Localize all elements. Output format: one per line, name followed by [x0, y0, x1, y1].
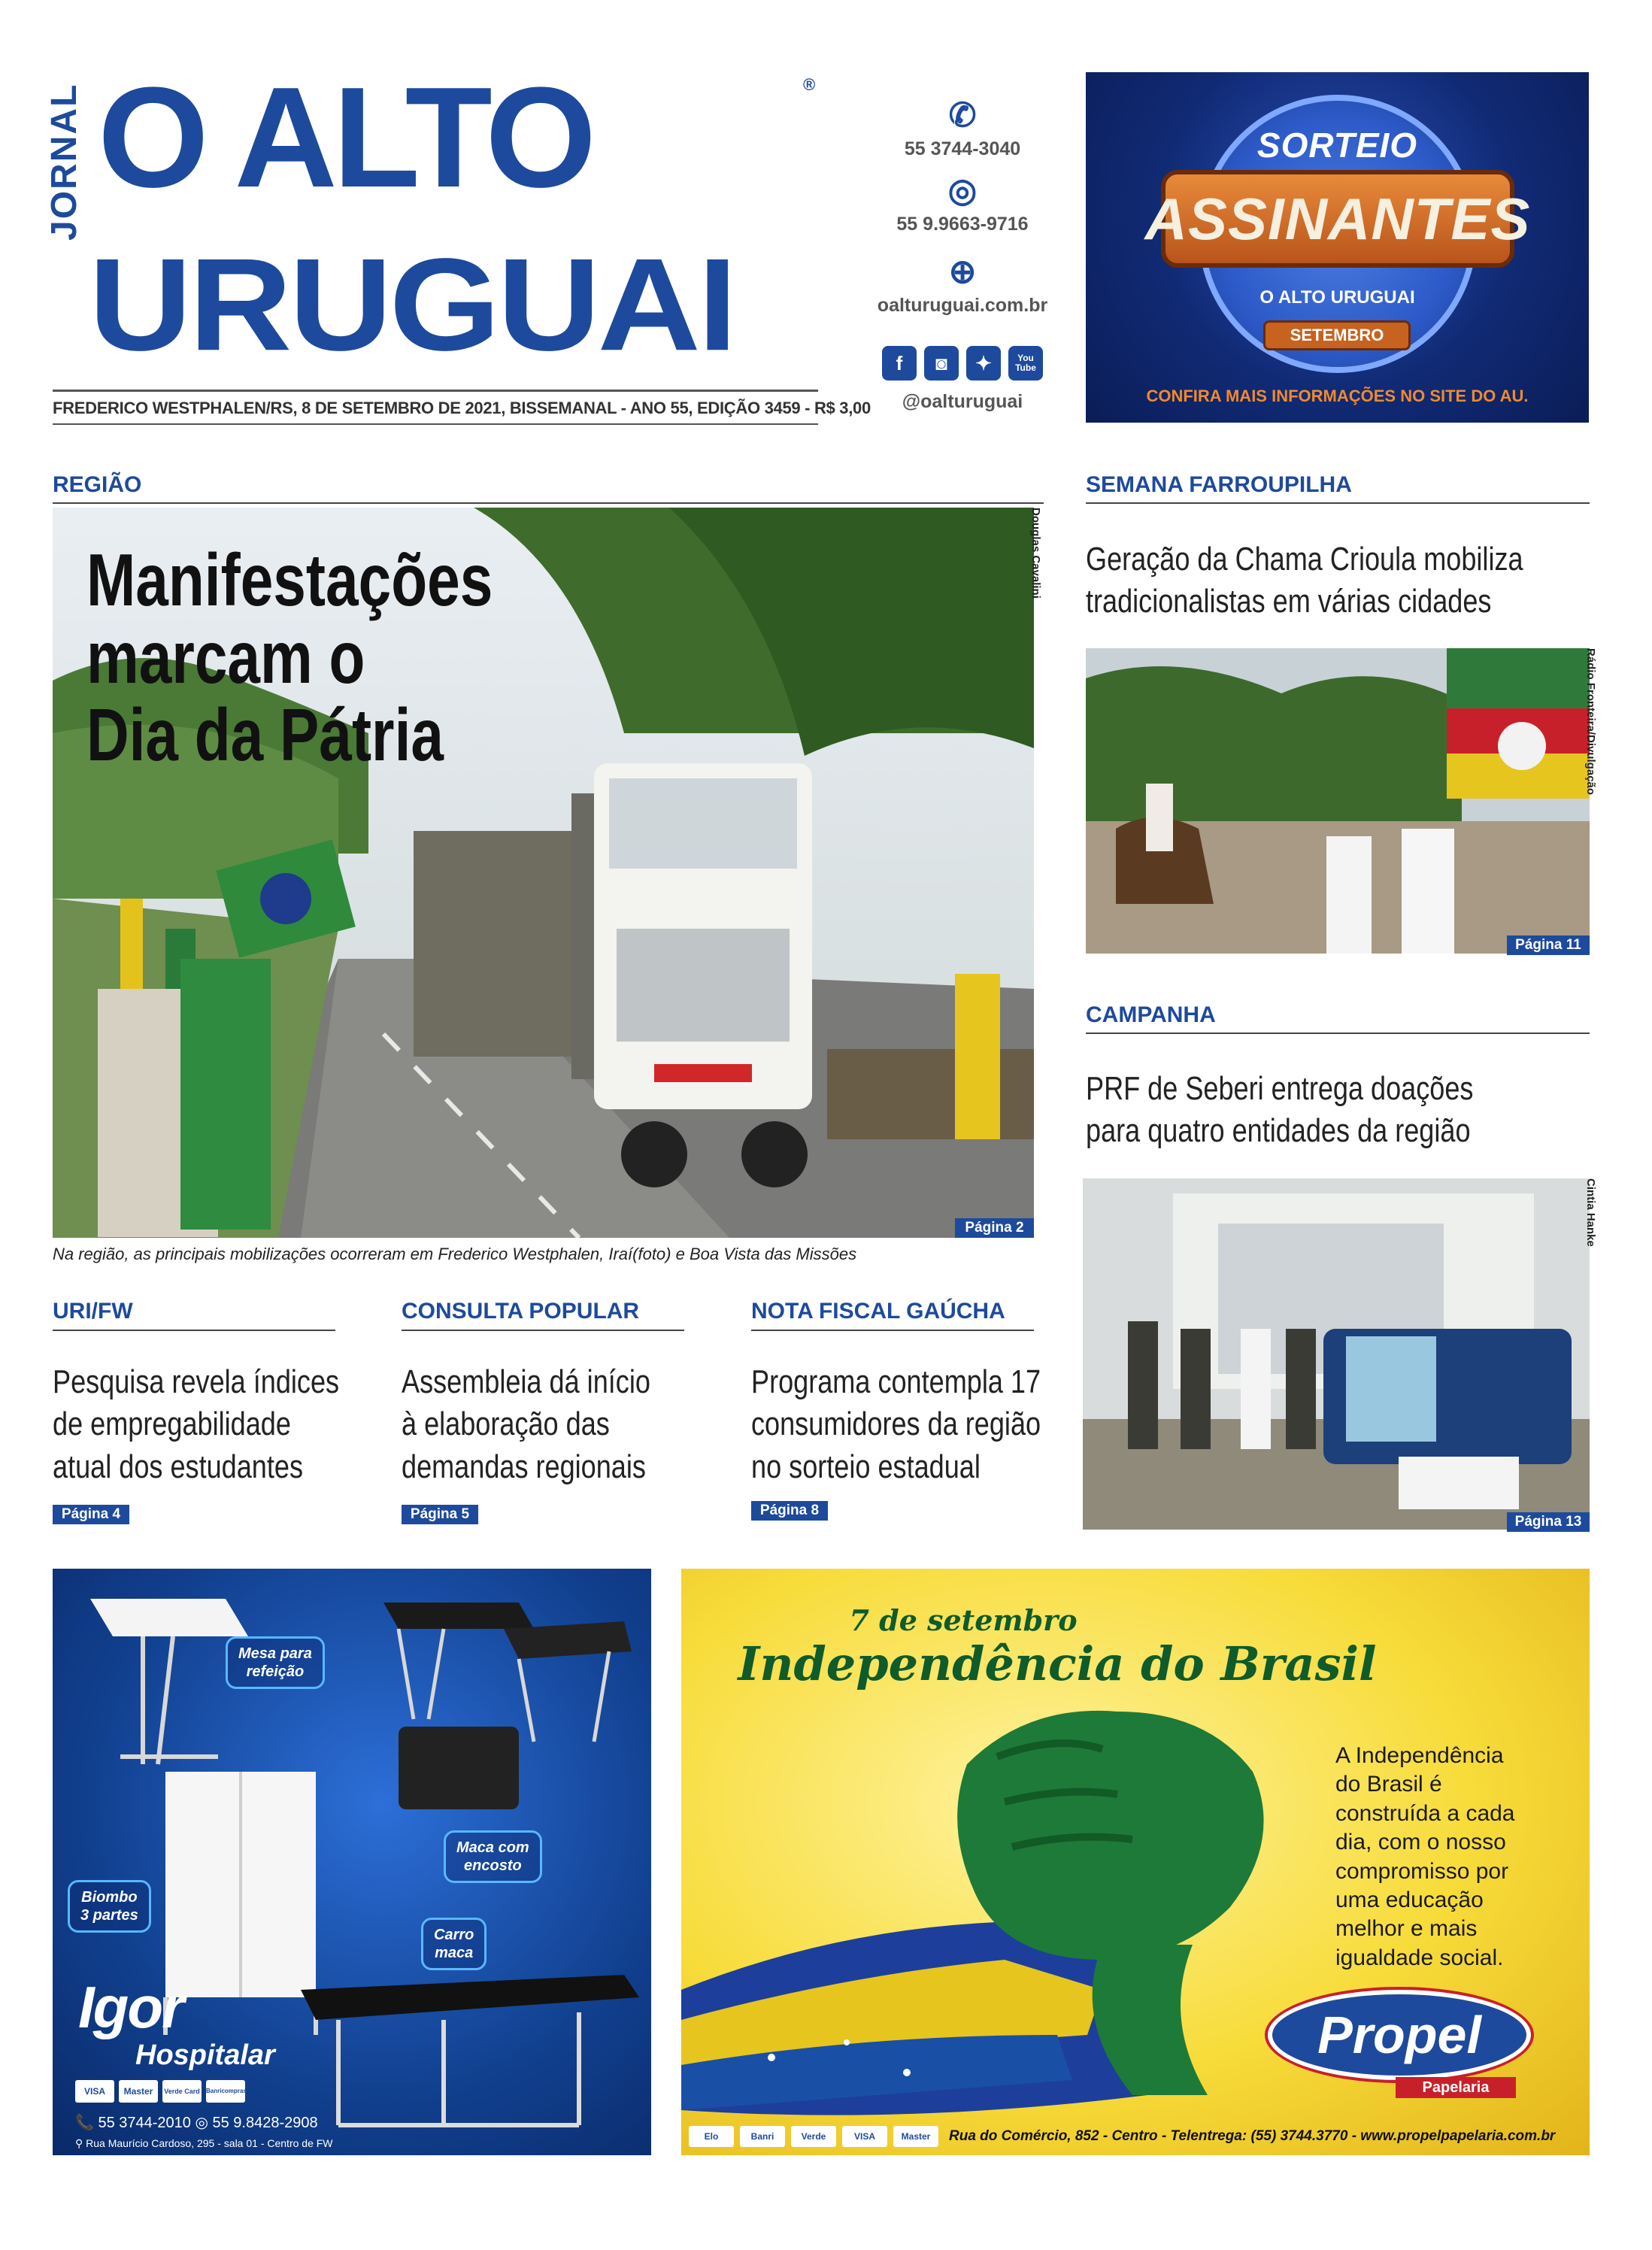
main-page-tag[interactable]: Página 2	[955, 1218, 1034, 1238]
youtube-icon[interactable]: You Tube	[1008, 346, 1043, 381]
ad-igor-bubble-biombo	[68, 1880, 151, 1933]
twitter-icon[interactable]: ✦	[966, 346, 1001, 381]
jornal-label: JORNAL	[44, 83, 84, 241]
site-url[interactable]: oalturuguai.com.br	[877, 295, 1048, 316]
ad-propel-footer	[681, 2118, 1590, 2155]
campanha-headline	[1086, 1068, 1473, 1153]
bubble-carro-line1: Carro	[434, 1927, 474, 1943]
section-label-nota-fiscal: NOTA FISCAL GAÚCHA	[751, 1299, 1005, 1324]
visa-icon: VISA	[75, 2080, 114, 2103]
section-rule-campanha	[1086, 1033, 1590, 1034]
farroupilha-photo-credit: Rádio Fronteira/Divulgação	[1584, 648, 1597, 796]
ad-sorteio-assinantes[interactable]	[1086, 72, 1589, 423]
ad-igor-logo-sub: Hospitalar	[135, 2039, 275, 2071]
ad-propel-text-line2: do Brasil é	[1335, 1772, 1442, 1797]
brief-uri-headline	[53, 1361, 339, 1488]
brief-consulta-line2: à elaboração das	[402, 1405, 610, 1443]
bubble-carro-line2: maca	[435, 1945, 474, 1961]
ad-sorteio-line1: SORTEIO	[1256, 126, 1418, 165]
facebook-icon[interactable]: f	[882, 346, 917, 381]
ad-igor-hospitalar[interactable]	[53, 1569, 651, 2155]
ad-igor-phones: 📞 55 3744-2010 ◎ 55 9.8428-2908	[75, 2115, 318, 2131]
section-label-farroupilha: SEMANA FARROUPILHA	[1086, 472, 1352, 497]
bubble-biombo-line2: 3 partes	[80, 1907, 138, 1924]
mastercard-icon: Master	[893, 2126, 938, 2147]
banricompras-icon: Banricompras	[206, 2080, 245, 2103]
ad-sorteio-line2: ASSINANTES	[1144, 185, 1531, 252]
main-photo-credit: Douglas Cavalini	[1029, 508, 1042, 599]
visa-icon: VISA	[842, 2126, 887, 2147]
mastercard-icon: Master	[119, 2080, 158, 2103]
contact-whatsapp	[865, 174, 1060, 235]
section-rule-nota-fiscal	[751, 1330, 1034, 1331]
bubble-mesa-line2: refeição	[246, 1663, 305, 1680]
dateline: FREDERICO WESTPHALEN/RS, 8 DE SETEMBRO DE 2021, BISSEMANAL - ANO 55, EDIÇÃO 3459 - R$ 3,00	[53, 399, 871, 417]
ad-igor-address: ⚲ Rua Maurício Cardoso, 295 - sala 01 - Centro de FW	[75, 2137, 333, 2149]
brief-uri-line2: de empregabilidade	[53, 1405, 291, 1443]
main-caption: Na região, as principais mobilizações ocorreram em Frederico Westphalen, Iraí(foto) e Boa Vista das Missões	[53, 1245, 857, 1263]
farroupilha-headline	[1086, 538, 1523, 623]
ad-igor-cards	[75, 2080, 245, 2103]
masthead-rule-bottom	[53, 423, 818, 425]
social-handle[interactable]: @oalturuguai	[902, 391, 1023, 412]
whatsapp-number: 55 9.9663-9716	[896, 214, 1029, 235]
ad-propel-text-line8: igualdade social.	[1335, 1945, 1504, 1970]
ad-propel-text-line7: melhor e mais	[1335, 1916, 1478, 1942]
farroupilha-photo-image	[1086, 648, 1590, 954]
ad-propel-logo	[1268, 1990, 1531, 2080]
masthead-jornal	[44, 83, 89, 241]
banri-icon: Banri	[740, 2126, 785, 2147]
globe-icon: ⊕	[948, 253, 977, 290]
verdecard-icon: Verde Card	[162, 2080, 202, 2103]
ad-igor-bubble-mesa	[226, 1636, 325, 1689]
bubble-maca-line2: encosto	[464, 1857, 522, 1874]
campanha-headline-line2: para quatro entidades da região	[1086, 1112, 1471, 1150]
farroupilha-headline-line2: tradicionalistas em várias cidades	[1086, 583, 1492, 620]
section-label-consulta: CONSULTA POPULAR	[402, 1299, 640, 1324]
brief-nota-fiscal-line2: consumidores da região	[751, 1405, 1041, 1443]
phone-number: 55 3744-3040	[904, 138, 1021, 159]
ad-propel-text-line4: dia, com o nosso	[1335, 1830, 1506, 1855]
section-rule-regiao	[53, 502, 1044, 504]
farroupilha-headline-line1: Geração da Chama Crioula mobiliza	[1086, 541, 1523, 578]
ad-igor-logo: Igor	[78, 1974, 183, 2040]
brief-nota-fiscal-line3: no sorteio estadual	[751, 1448, 981, 1485]
ad-igor-bubble-maca	[444, 1830, 542, 1883]
ad-propel-title: Independência do Brasil	[738, 1636, 1377, 1691]
bubble-biombo-line1: Biombo	[81, 1889, 138, 1906]
ad-sorteio-brand: O ALTO URUGUAI	[1259, 287, 1415, 308]
section-rule-farroupilha	[1086, 502, 1590, 504]
section-label-campanha: CAMPANHA	[1086, 1002, 1216, 1027]
ad-igor-bubble-carro	[421, 1918, 487, 1970]
masthead-title-line2: URUGUAI	[89, 231, 735, 378]
brief-uri-page-tag[interactable]: Página 4	[53, 1505, 129, 1524]
farroupilha-page-tag[interactable]: Página 11	[1507, 935, 1590, 955]
brief-nota-fiscal-page-tag[interactable]: Página 8	[751, 1501, 828, 1521]
ad-propel-text-line6: uma educação	[1335, 1887, 1484, 1912]
section-label-regiao: REGIÃO	[53, 472, 142, 497]
instagram-icon[interactable]: ◙	[924, 346, 959, 381]
ad-propel-papelaria[interactable]	[681, 1569, 1590, 2155]
ad-propel-logo-sub: Papelaria	[1396, 2077, 1516, 2098]
ad-sorteio-footer: CONFIRA MAIS INFORMAÇÕES NO SITE DO AU.	[1146, 387, 1529, 405]
campanha-photo-credit: Cintia Hanke	[1584, 1178, 1597, 1247]
ad-propel-text	[1335, 1742, 1515, 1973]
ad-propel-date: 7 de setembro	[849, 1603, 1078, 1637]
bubble-mesa-line1: Mesa para	[238, 1645, 312, 1662]
main-headline-line2: marcam o	[86, 615, 365, 699]
brief-consulta-page-tag[interactable]: Página 5	[402, 1505, 478, 1524]
social-handle-wrap	[865, 385, 1060, 413]
elo-icon: Elo	[689, 2126, 734, 2147]
main-headline	[86, 538, 493, 776]
farroupilha-photo	[1086, 648, 1590, 954]
masthead-title-line1: O ALTO	[98, 58, 593, 217]
main-headline-line3: Dia da Pátria	[86, 693, 444, 776]
contact-phone	[865, 99, 1060, 160]
ad-propel-logo-text: Propel	[1317, 2006, 1481, 2064]
brief-uri-line3: atual dos estudantes	[53, 1448, 303, 1485]
social-icons	[876, 346, 1049, 381]
section-rule-uri	[53, 1330, 335, 1331]
brief-consulta-headline	[402, 1361, 650, 1488]
bubble-maca-line1: Maca com	[456, 1839, 529, 1856]
whatsapp-icon: ◎	[947, 172, 978, 209]
masthead-rule-top	[53, 390, 818, 392]
brief-nota-fiscal-line1: Programa contempla 17	[751, 1363, 1041, 1400]
campanha-photo	[1083, 1178, 1590, 1530]
phone-icon: ✆	[948, 97, 977, 134]
ad-propel-text-line3: construída a cada	[1335, 1800, 1515, 1826]
contact-site	[865, 253, 1060, 317]
brief-consulta-line1: Assembleia dá início	[402, 1363, 650, 1400]
campanha-page-tag[interactable]: Página 13	[1507, 1512, 1590, 1532]
section-label-uri: URI/FW	[53, 1299, 133, 1324]
section-rule-consulta	[402, 1330, 684, 1331]
ad-sorteio-month: SETEMBRO	[1263, 320, 1411, 350]
verde-icon: Verde	[791, 2126, 836, 2147]
campanha-photo-image	[1083, 1178, 1590, 1530]
ad-propel-text-line1: A Independência	[1335, 1743, 1504, 1768]
brief-nota-fiscal-headline	[751, 1361, 1041, 1488]
ad-sorteio-banner	[1144, 170, 1531, 268]
brief-consulta-line3: demandas regionais	[402, 1448, 646, 1485]
ad-propel-footer-text: Rua do Comércio, 852 - Centro - Telentrega: (55) 3744.3770 - www.propelpapelaria.com.br	[949, 2128, 1556, 2144]
campanha-headline-line1: PRF de Seberi entrega doações	[1086, 1070, 1474, 1107]
registered-mark: ®	[803, 75, 816, 94]
ad-propel-text-line5: compromisso por	[1335, 1858, 1509, 1884]
brief-uri-line1: Pesquisa revela índices	[53, 1363, 340, 1400]
main-headline-line1: Manifestações	[86, 538, 493, 621]
